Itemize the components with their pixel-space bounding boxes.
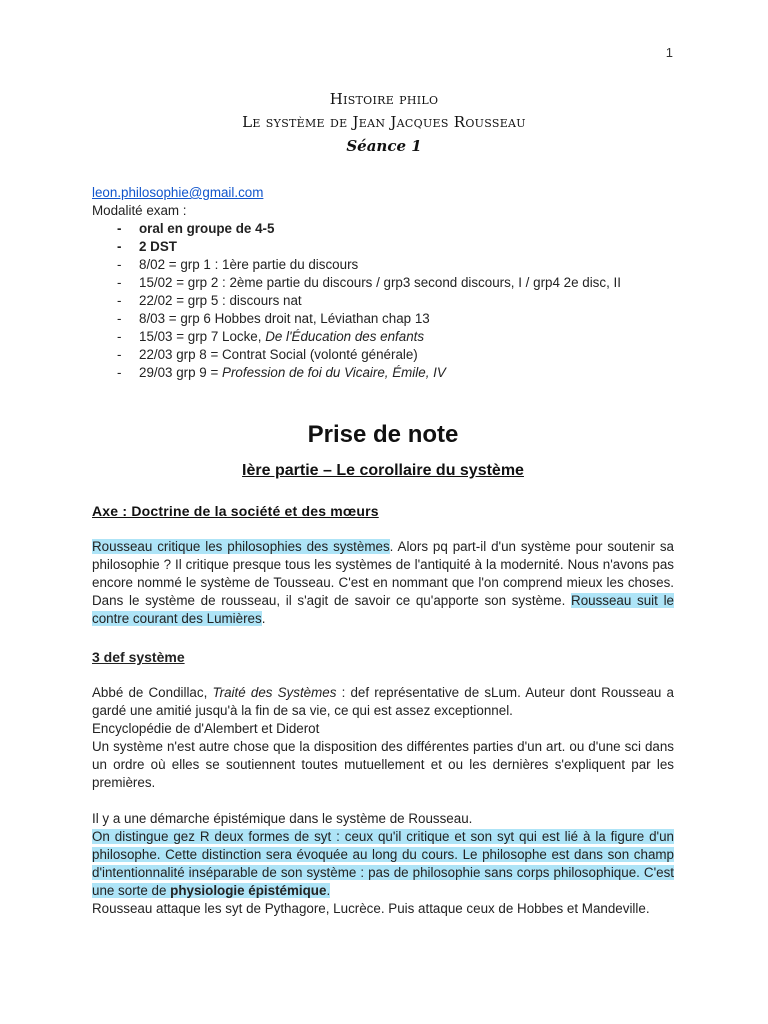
paragraph-5: Il y a une démarche épistémique dans le système de Rousseau. [92, 811, 473, 826]
list-item-italic: De l'Éducation des enfants [265, 329, 425, 344]
list-item: - 2 DST [117, 238, 674, 256]
main-title: Prise de note [307, 421, 459, 448]
header-session: Séance 1 [346, 137, 422, 155]
highlight-3 [92, 829, 674, 898]
list-item [117, 364, 674, 382]
document-header [0, 88, 768, 158]
list-item: - 15/02 = grp 2 : 2ème partie du discours / grp3 second discours, I / grp4 2e disc, II [117, 274, 674, 292]
list-item: - oral en groupe de 4-5 [117, 220, 674, 238]
paragraph-3: Encyclopédie de d'Alembert et Diderot [92, 721, 320, 736]
list-item-text: 15/03 = grp 7 Locke, [139, 329, 266, 344]
paragraph-4: Un système n'est autre chose que la disposition des différentes parties d'un art. ou d'une sci dans un ordre où elles se soutiennent toutes mutuellement et ou les dernières s'expliquent par les premières. [92, 739, 674, 790]
header-subject-title: Le système de Jean Jacques Rousseau [242, 113, 526, 131]
exam-list [92, 220, 674, 382]
paragraph-1-end: . [261, 611, 266, 626]
list-item: - 8/02 = grp 1 : 1ère partie du discours [117, 256, 674, 274]
paragraph-7: Rousseau attaque les syt de Pythagore, Lucrèce. Puis attaque ceux de Hobbes et Mandeville. [92, 901, 650, 916]
paragraph-6 [92, 828, 674, 900]
paragraph-1 [92, 538, 674, 628]
list-item-text: 29/03 grp 9 = [139, 365, 223, 380]
page-number: 1 [665, 45, 673, 60]
paragraph-2-a: Abbé de Condillac, [92, 685, 213, 700]
paragraph-1-text: . Alors pq part-il d'un système pour soutenir sa philosophie ? Il critique presque tous les systèmes de l'antiquité à la modernité. Nous n'avons pas encore nommé le système de Tousseau. C'est en nommant que l'on comprend mieux les choses. Dans le système de rousseau, il s'agit de savoir ce qu'apporte son système. [92, 539, 674, 608]
axis-heading: Axe : Doctrine de la société et des mœurs [92, 503, 379, 519]
highlight-1: Rousseau critique les philosophies des systèmes [92, 539, 390, 554]
part-title: Ière partie – Le corollaire du système [242, 462, 524, 479]
email-link[interactable]: leon.philosophie@gmail.com [92, 185, 264, 200]
paragraph-6-bold: physiologie épistémique [170, 883, 327, 898]
list-item: - 22/03 grp 8 = Contrat Social (volonté générale) [117, 346, 674, 364]
paragraph-6-end: . [326, 883, 331, 898]
paragraph-2 [92, 684, 674, 720]
paragraph-2-title: Traité des Systèmes [212, 685, 337, 700]
header-course-title: Histoire philo [329, 90, 439, 108]
highlight-2: Rousseau suit le contre courant des Lumières [92, 593, 675, 626]
document-body [92, 184, 674, 918]
section-heading: 3 def système [92, 649, 185, 665]
paragraph-6-text: On distingue gez R deux formes de syt : ceux qu'il critique et son syt qui est lié à la figure d'un philosophe. Cette distinction sera évoquée au long du cours. Le philosophe est dans son champ d'intentionnalité inséparable de son système : pas de philosophie sans corps philosophique. C'est une sorte de [92, 829, 674, 898]
paragraph-2-b: : def représentative de sLum. Auteur dont Rousseau a gardé une amitié jusqu'à la fin de sa vie, ce qui est assez exceptionnel. [92, 685, 674, 718]
list-item [117, 328, 674, 346]
list-item: - 22/02 = grp 5 : discours nat [117, 292, 674, 310]
list-item-italic: Profession de foi du Vicaire, Émile, IV [222, 365, 446, 380]
exam-label: Modalité exam : [92, 203, 187, 218]
list-item: - 8/03 = grp 6 Hobbes droit nat, Léviathan chap 13 [117, 310, 674, 328]
